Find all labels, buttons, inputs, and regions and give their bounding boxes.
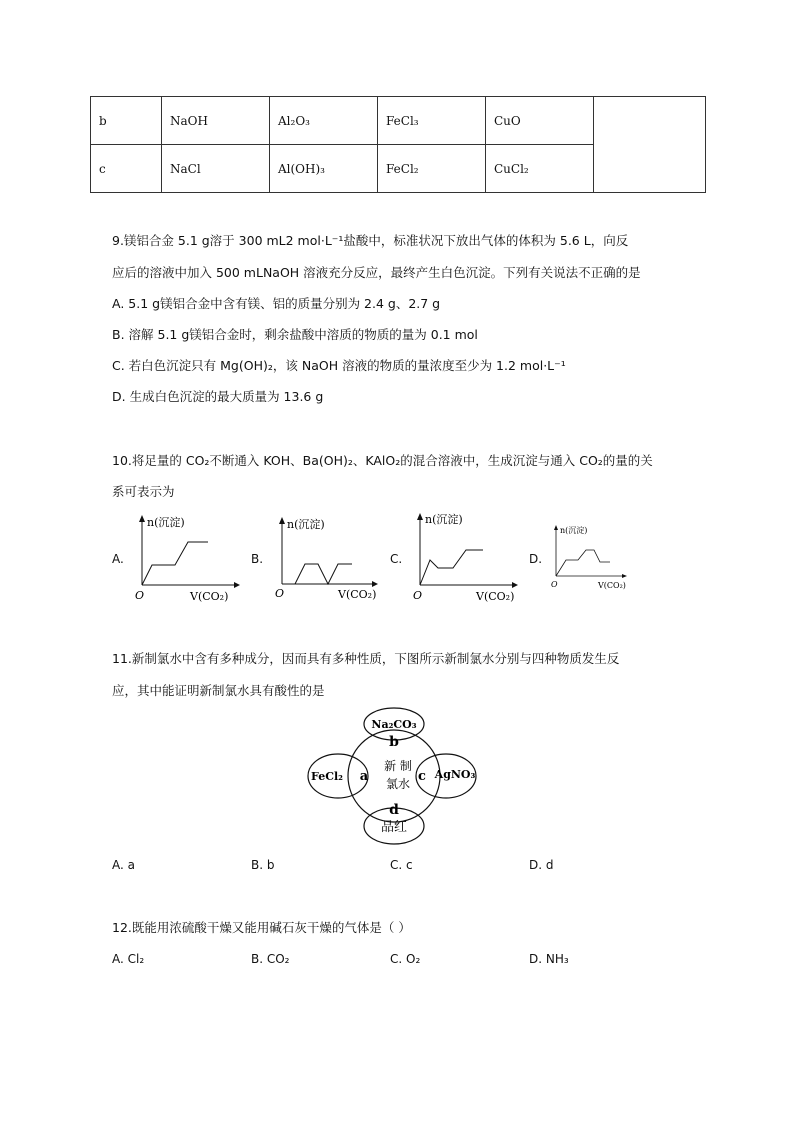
left-label: FeCl₂ — [311, 770, 343, 783]
q9-stem-line1: 9.镁铝合金 5.1 g溶于 300 mL2 mol·L⁻¹盐酸中，标准状况下放出气体的体积为 5.6 L，向反 — [112, 233, 629, 248]
table-row — [91, 97, 706, 145]
x-axis-label: V(CO₂) — [190, 590, 229, 603]
q9-option-b: B. 溶解 5.1 g镁铝合金时，剩余盐酸中溶质的物质的量为 0.1 mol — [112, 327, 478, 342]
q12-option-a: A. Cl₂ — [112, 952, 145, 966]
origin-label: O — [135, 589, 145, 602]
table-cell: Al₂O₃ — [270, 97, 378, 145]
q11-option-a: A. a — [112, 858, 135, 872]
x-axis-label: V(CO₂) — [476, 590, 515, 603]
region-d-label: d — [389, 802, 399, 818]
graph-b — [270, 512, 380, 604]
q12-option-b: B. CO₂ — [251, 952, 290, 966]
table-cell: NaOH — [162, 97, 270, 145]
table-cell: CuO — [486, 97, 594, 145]
region-b-label: b — [389, 734, 399, 750]
region-a-label: a — [359, 769, 369, 784]
q9-option-a: A. 5.1 g镁铝合金中含有镁、铝的质量分别为 2.4 g、2.7 g — [112, 296, 441, 311]
q9-option-d: D. 生成白色沉淀的最大质量为 13.6 g — [112, 389, 324, 404]
q11-option-b: B. b — [251, 858, 275, 872]
origin-label: O — [551, 580, 558, 589]
q10-option-d-label: D. — [529, 552, 543, 566]
q11-option-c: C. c — [390, 858, 413, 872]
bottom-label: 品红 — [380, 820, 408, 835]
q11-stem-line2: 应，其中能证明新制氯水具有酸性的是 — [112, 683, 325, 698]
graph-a — [130, 510, 242, 605]
y-axis-label: n(沉淀) — [287, 518, 325, 531]
reagent-table — [90, 96, 706, 193]
origin-label: O — [413, 589, 423, 602]
q12-option-d: D. NH₃ — [529, 952, 569, 966]
region-c-label: c — [418, 769, 426, 784]
table-cell: Al(OH)₃ — [270, 145, 378, 193]
table-cell: FeCl₃ — [378, 97, 486, 145]
q10-option-c-label: C. — [390, 552, 403, 566]
q10-option-a-label: A. — [112, 552, 124, 566]
y-axis-label: n(沉淀) — [425, 513, 463, 526]
y-axis-label: n(沉淀) — [560, 526, 588, 535]
table-cell: c — [91, 145, 162, 193]
graph-d — [548, 520, 630, 592]
q10-stem-line2: 系可表示为 — [112, 484, 175, 499]
center-label-line2: 氯水 — [385, 777, 411, 791]
x-axis-label: V(CO₂) — [338, 588, 377, 601]
q11-option-d: D. d — [529, 858, 554, 872]
right-label: AgNO₃ — [434, 768, 476, 781]
graph-c — [408, 508, 520, 604]
q12-option-c: C. O₂ — [390, 952, 421, 966]
table-cell: NaCl — [162, 145, 270, 193]
q10-stem-line1: 10.将足量的 CO₂不断通入 KOH、Ba(OH)₂、KAlO₂的混合溶液中，生成沉淀与通入 CO₂的量的关 — [112, 453, 653, 468]
q9-stem-line2: 应后的溶液中加入 500 mLNaOH 溶液充分反应，最终产生白色沉淀。下列有关说法不正确的是 — [112, 265, 641, 280]
table-cell: CuCl₂ — [486, 145, 594, 193]
table-cell: b — [91, 97, 162, 145]
y-axis-label: n(沉淀) — [147, 516, 185, 529]
q10-option-b-label: B. — [251, 552, 264, 566]
origin-label: O — [275, 587, 285, 600]
q12-stem: 12.既能用浓硫酸干燥又能用碱石灰干燥的气体是（ ） — [112, 920, 411, 935]
top-label: Na₂CO₃ — [371, 718, 417, 731]
chlorine-water-diagram — [300, 702, 490, 852]
center-label-line1: 新 制 — [384, 759, 412, 773]
x-axis-label: V(CO₂) — [598, 581, 626, 590]
q11-stem-line1: 11.新制氯水中含有多种成分，因而具有多种性质，下图所示新制氯水分别与四种物质发生反 — [112, 651, 620, 666]
q9-option-c: C. 若白色沉淀只有 Mg(OH)₂，该 NaOH 溶液的物质的量浓度至少为 1.2 mol·L⁻¹ — [112, 358, 566, 373]
table-cell: FeCl₂ — [378, 145, 486, 193]
table-cell — [594, 97, 706, 193]
